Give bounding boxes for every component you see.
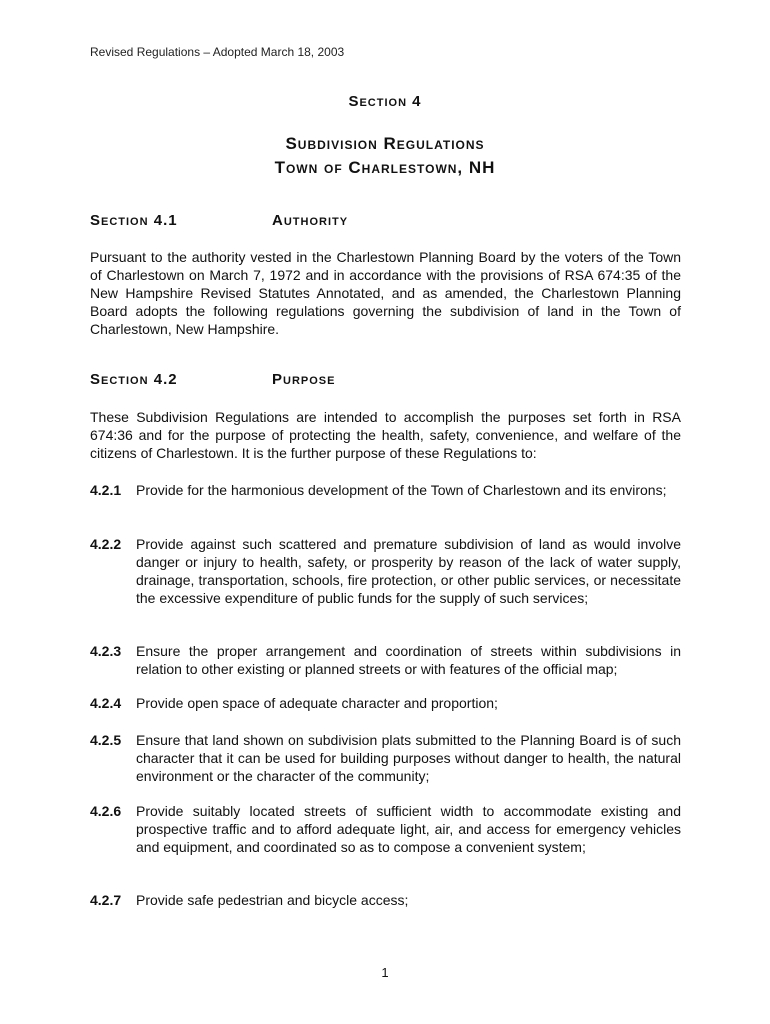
item-text: Provide safe pedestrian and bicycle access; — [136, 892, 409, 908]
item-number: 4.2.1 — [90, 482, 122, 498]
item-text: Provide suitably located streets of sufficient width to accommodate existing and prospective traffic and to afford adequate light, air, and access for emergency vehicles and equipment, and coordinated so as to compose a convenient system; — [136, 803, 681, 855]
section-number: Section 4.1 — [90, 212, 178, 229]
item-number: 4.2.3 — [90, 643, 122, 659]
item-text: Ensure that land shown on subdivision plats submitted to the Planning Board is of such character that it can be used for building purposes without danger to health, the natural environment or the character of the community; — [136, 732, 681, 784]
item-number: 4.2.6 — [90, 803, 122, 819]
section-title: Authority — [272, 212, 349, 229]
list-item — [90, 535, 681, 607]
document-title: Subdivision Regulations — [285, 134, 485, 153]
section-number: Section 4.2 — [90, 371, 178, 388]
page-number: 1 — [381, 965, 389, 980]
list-item — [90, 731, 681, 785]
authority-paragraph: Pursuant to the authority vested in the Charlestown Planning Board by the voters of the Town of Charlestown on March 7, 1972 and in accordance with the provisions of RSA 674:35 of the New Hampshire Revised Statutes Annotated, and as amended, the Charlestown Planning Board adopts the following regulations governing the subdivision of land in the Town of Charlestown, New Hampshire. — [90, 249, 681, 337]
item-text: Provide for the harmonious development of the Town of Charlestown and its environs; — [136, 482, 667, 498]
list-item — [90, 481, 681, 499]
item-number: 4.2.7 — [90, 892, 122, 908]
section-4-2-heading — [90, 371, 336, 388]
item-number: 4.2.2 — [90, 536, 122, 552]
list-item — [90, 891, 681, 909]
purpose-paragraph: These Subdivision Regulations are intended to accomplish the purposes set forth in RSA 674:36 and for the purpose of protecting the health, safety, convenience, and welfare of the citizens of Charlestown. It is the further purpose of these Regulations to: — [90, 409, 681, 461]
list-item — [90, 642, 681, 678]
item-number: 4.2.5 — [90, 732, 122, 748]
document-subtitle: Town of Charlestown, NH — [274, 158, 496, 177]
item-number: 4.2.4 — [90, 695, 122, 711]
section-heading: Section 4 — [348, 93, 422, 110]
running-header: Revised Regulations – Adopted March 18, 2003 — [90, 45, 345, 59]
list-item — [90, 802, 681, 856]
item-text: Provide open space of adequate character and proportion; — [136, 695, 498, 711]
section-4-1-heading — [90, 212, 349, 229]
item-text: Ensure the proper arrangement and coordination of streets within subdivisions in relation to other existing or planned streets or with features of the official map; — [136, 643, 681, 677]
section-title: Purpose — [272, 371, 336, 388]
item-text: Provide against such scattered and premature subdivision of land as would involve danger or injury to health, safety, or prosperity by reason of the lack of water supply, drainage, transportation, schools, fire protection, or other public services, or necessitate the excessive expenditure of public funds for the supply of such services; — [136, 536, 681, 606]
list-item — [90, 694, 681, 712]
